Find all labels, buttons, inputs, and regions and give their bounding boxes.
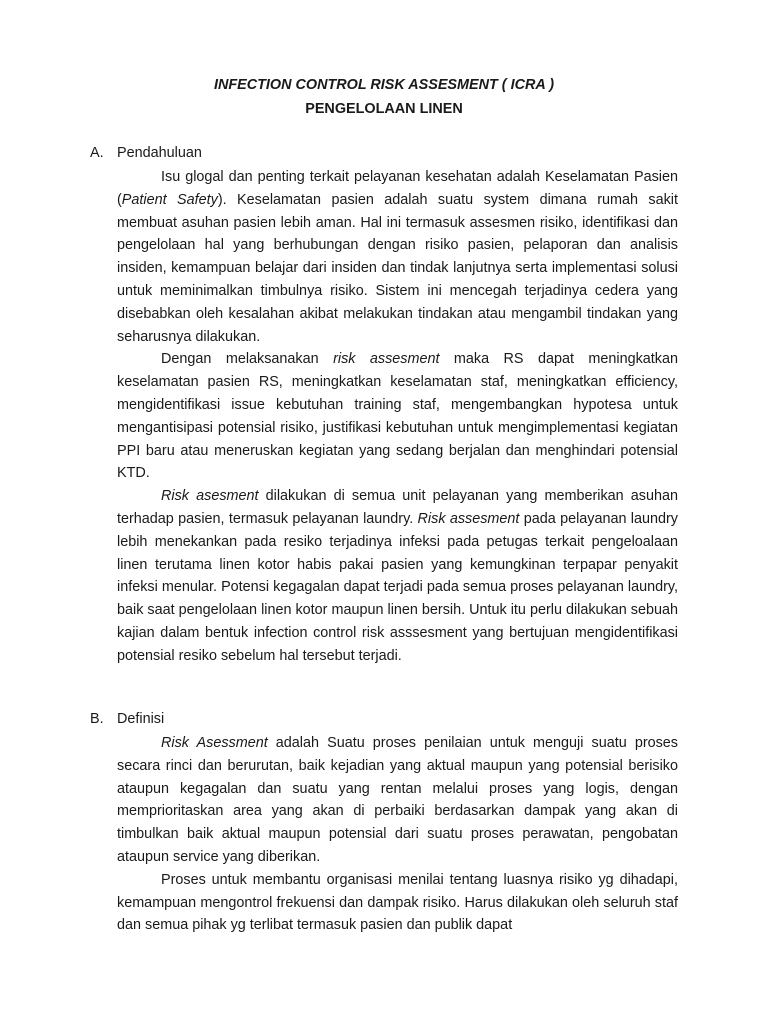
section-letter: B.: [90, 711, 104, 727]
section-letter: A.: [90, 145, 104, 161]
section-definisi: [90, 710, 678, 937]
document-title: INFECTION CONTROL RISK ASSESMENT ( ICRA ): [213, 77, 555, 93]
paragraph: Proses untuk membantu organisasi menilai tentang luasnya risiko yg dihadapi, kemampuan mengontrol frekuensi dan dampak risiko. Harus dilakukan oleh seluruh staf dan semua pihak yg terlibat termasuk pasien dan publik dapat: [117, 871, 678, 934]
document-subtitle: PENGELOLAAN LINEN: [305, 101, 463, 117]
paragraph: Risk asesment dilakukan di semua unit pelayanan yang memberikan asuhan terhadap pasien, termasuk pelayanan laundry. Risk assesment pada pelayanan laundry lebih menekankan pada resiko terjadinya infeksi pada petugas terkait pengeloalaan linen terutama linen kotor habis pakai pasien yang kemungkinan terpapar penyakit infeksi menular. Potensi kegagalan dapat terjadi pada semua proses pelayanan laundry, baik saat pengelolaan linen kotor maupun linen bersih. Untuk itu perlu dilakukan sebuah kajian dalam bentuk infection control risk asssesment yang bertujuan mengidentifikasi potensial resiko sebelum hal tersebut terjadi.: [117, 488, 678, 664]
paragraph: Dengan melaksanakan risk assesment maka RS dapat meningkatkan keselamatan pasien RS, meningkatkan keselamatan staf, meningkatkan efficiency, mengidentifikasi issue kebutuhan training staf, mengembangkan hypotesa untuk mengantisipasi potensial risiko, justifikasi kebutuhan untuk mengimplementasi kegiatan PPI baru atau meneruskan kegiatan yang sedang berjalan dan menghindari potensial KTD.: [117, 351, 678, 482]
section-heading: [90, 144, 678, 162]
section-title: Definisi: [117, 711, 165, 727]
section-title: Pendahuluan: [117, 145, 202, 161]
paragraph: Isu glogal dan penting terkait pelayanan kesehatan adalah Keselamatan Pasien (Patient Safety). Keselamatan pasien adalah suatu system dimana rumah sakit membuat asuhan pasien lebih aman. Hal ini termasuk assesmen risiko, identifikasi dan pengelolaan hal yang berhubungan dengan risiko pasien, pelaporan dan analisis insiden, kemampuan belajar dari insiden dan tindak lanjutnya serta implementasi solusi untuk meminimalkan timbulnya risiko. Sistem ini mencegah terjadinya cedera yang disebabkan oleh kesalahan akibat melakukan tindakan atau mengambil tindakan yang seharusnya dilakukan.: [117, 169, 678, 345]
section-pendahuluan: [90, 144, 678, 668]
paragraph: Risk Asessment adalah Suatu proses penilaian untuk menguji suatu proses secara rinci dan berurutan, baik kejadian yang aktual maupun yang potensial berisiko ataupun kegagalan dan suatu yang rentan melalui proses yang logis, dengan memprioritaskan area yang akan di perbaiki berdasarkan dampak yang akan di timbulkan baik aktual maupun potensial dari suatu proses perawatan, pengobatan ataupun service yang diberikan.: [117, 735, 679, 865]
section-heading: [90, 710, 678, 728]
